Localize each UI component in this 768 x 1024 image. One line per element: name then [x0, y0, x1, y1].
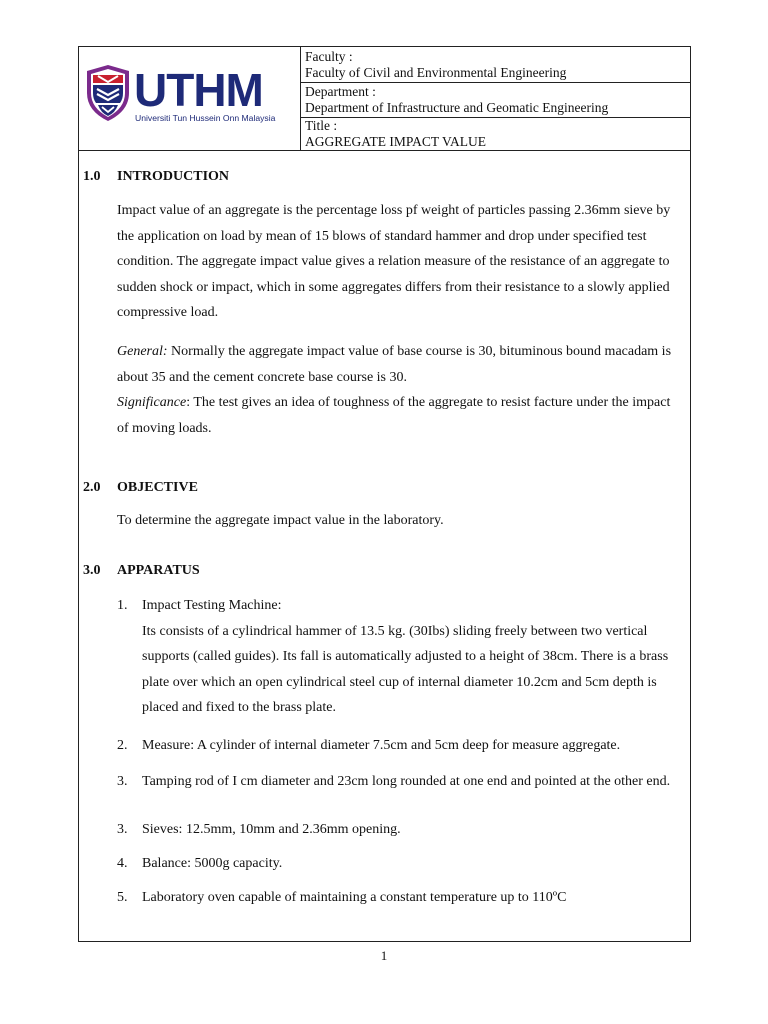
item-number: 5.: [117, 890, 128, 905]
section-title: APPARATUS: [117, 563, 200, 578]
document-header: [79, 47, 690, 151]
item-number: 3.: [117, 774, 128, 789]
header-info: [301, 47, 690, 150]
section-number: 3.0: [83, 563, 101, 578]
item-text: Sieves: 12.5mm, 10mm and 2.36mm opening.: [142, 822, 401, 837]
general-paragraph: [117, 339, 682, 390]
section-heading-introduction: [83, 169, 229, 185]
department-label: Department :: [305, 84, 376, 99]
document-page: [78, 46, 691, 942]
section-number: 1.0: [83, 169, 101, 184]
item-text: Measure: A cylinder of internal diameter 7.5cm and 5cm deep for measure aggregate.: [142, 738, 621, 753]
item-text: Laboratory oven capable of maintaining a constant temperature up to 110ºC: [142, 890, 567, 905]
intro-paragraph: Impact value of an aggregate is the percentage loss pf weight of particles passing 2.36mm sieve by the application on load by mean of 15 blows of standard hammer and drop under specified test condition. The aggregate impact value gives a relation measure of the resistance of an aggregate to sudden shock or impact, which in some aggregates differs from their resistance to a slowly applied compressive load.: [117, 203, 671, 320]
general-text: Normally the aggregate impact value of base course is 30, bituminous bound macadam is about 35 and the cement concrete base course is 30.: [117, 344, 672, 385]
uthm-crest-icon: [85, 63, 131, 123]
title-label: Title :: [305, 118, 338, 133]
faculty-label: Faculty :: [305, 49, 353, 64]
section-heading-apparatus: [83, 563, 200, 579]
section-number: 2.0: [83, 480, 101, 495]
item-number: 1.: [117, 598, 128, 613]
logo-wordmark: UTHM: [134, 64, 263, 116]
faculty-value: Faculty of Civil and Environmental Engineering: [305, 65, 567, 80]
page-number: 1: [380, 948, 388, 963]
department-block: [301, 83, 690, 118]
logo-subtitle: Universiti Tun Hussein Onn Malaysia: [135, 113, 276, 123]
significance-text: : The test gives an idea of toughness of the aggregate to resist facture under the impact of moving loads.: [117, 395, 671, 436]
section-heading-objective: [83, 480, 198, 496]
department-value: Department of Infrastructure and Geomatic Engineering: [305, 100, 609, 115]
section-title: INTRODUCTION: [117, 169, 230, 184]
uthm-logo: [85, 63, 295, 135]
title-block: [301, 118, 690, 150]
general-label: General:: [117, 344, 168, 359]
section-title: OBJECTIVE: [117, 480, 198, 495]
item-number: 4.: [117, 856, 128, 871]
significance-label: Significance: [117, 395, 187, 410]
item-number: 2.: [117, 738, 128, 753]
item-text: Balance: 5000g capacity.: [142, 856, 283, 871]
objective-paragraph: To determine the aggregate impact value in the laboratory.: [117, 513, 444, 528]
apparatus-item: [117, 593, 682, 721]
item-text: Tamping rod of I cm diameter and 23cm long rounded at one end and pointed at the other end.: [142, 774, 671, 789]
item-number: 3.: [117, 822, 128, 837]
faculty-block: [301, 47, 690, 83]
item-title: Impact Testing Machine:: [142, 598, 282, 613]
significance-paragraph: [117, 390, 682, 441]
item-text: Its consists of a cylindrical hammer of 13.5 kg. (30Ibs) sliding freely between two vertical supports (called guides). Its fall is automatically adjusted to a height of 38cm. There is a brass plate over which an open cylindrical steel cup of internal diameter 10.2cm and 5cm depth is placed and fixed to the brass plate.: [142, 623, 669, 715]
document-body: [79, 151, 690, 941]
title-value: AGGREGATE IMPACT VALUE: [305, 134, 487, 149]
logo-cell: [79, 47, 301, 150]
